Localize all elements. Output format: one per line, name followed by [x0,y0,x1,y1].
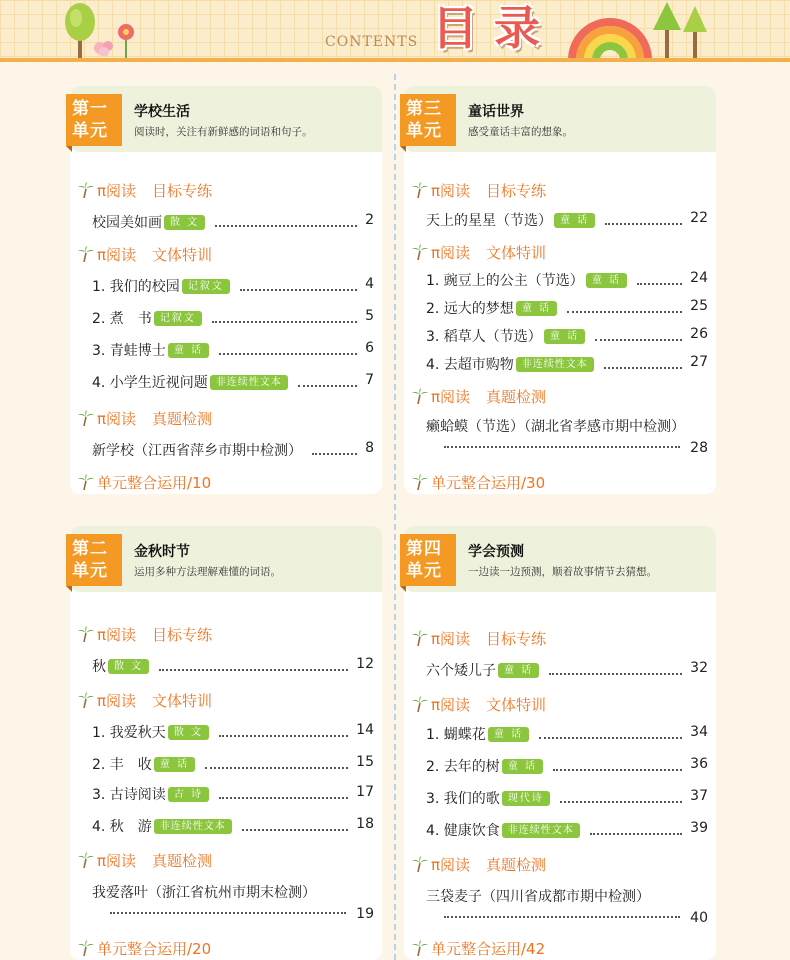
dot-leader [637,265,682,285]
flower-icon [88,22,148,58]
palm-tree-icon [78,626,94,642]
toc-entry[interactable] [92,308,374,328]
entry-page: 6 [365,340,374,356]
entry-title: 2. 煮 书 [92,311,152,327]
section-label: 阅读 [106,852,137,870]
section-prefix: π [97,246,107,264]
entry-title: 4. 去超市购物 [426,357,514,373]
entry-page: 17 [356,784,374,800]
dot-leader [159,651,348,671]
genre-badge: 非连续性文本 [154,819,232,834]
entry-title: 2. 去年的树 [426,759,500,775]
entry-title-wrap [92,340,209,360]
section-prefix: π [431,244,441,262]
entry-title: 1. 我爱秋天 [92,725,166,741]
section-label: 阅读 [106,246,137,264]
palm-tree-icon [412,940,428,956]
entry-title: 秋 [92,659,106,675]
unit-tag-label: 单元 [72,561,108,581]
entry-title-wrap [426,724,529,744]
unit-subtitle: 一边读一边预测，顺着故事情节去猜想。 [468,566,657,578]
entry-title-wrap [426,326,585,346]
section-heading[interactable] [78,408,212,429]
section-prefix: π [97,182,107,200]
entry-page: 8 [365,440,374,456]
entry-title: 3. 古诗阅读 [92,787,166,803]
entry-title: 2. 丰 收 [92,757,152,773]
unit-title: 金秋时节 [134,544,190,560]
entry-title: 3. 稻草人（节选） [426,329,542,345]
section-heading[interactable] [412,242,546,263]
palm-tree-icon [412,182,428,198]
section-label: 阅读 [106,626,137,644]
toc-entry[interactable] [92,816,374,836]
title-char-1: 目 [432,1,478,55]
dot-leader [567,293,682,313]
toc-entry[interactable] [92,440,374,460]
unit-panel-2 [70,526,382,960]
unit-tag-label: 单元 [72,121,108,141]
toc-entry[interactable] [92,372,374,392]
unit-title: 学校生活 [134,104,190,120]
entry-page: 15 [356,754,374,770]
toc-entry[interactable] [92,212,374,232]
summary-label: 单元整合运用/20 [97,940,212,958]
toc-entry[interactable] [426,660,708,680]
toc-entry[interactable] [92,656,374,676]
dot-leader [219,335,357,355]
unit-tag [400,94,456,146]
entry-title-wrap [426,660,539,680]
unit-tag-number: 第一 [72,99,108,119]
section-heading[interactable] [78,624,212,645]
summary-label: 单元整合运用/10 [97,474,212,492]
entry-page: 28 [690,440,708,456]
section-label: 阅读 [440,244,471,262]
entry-page: 36 [690,756,708,772]
dot-leader [240,271,357,291]
toc-entry[interactable] [426,210,708,230]
entry-page: 18 [356,816,374,832]
entry-title: 六个矮儿子 [426,663,496,679]
entry-title-wrap [92,372,288,392]
section-label: 阅读 [440,388,471,406]
entry-title-wrap [92,754,195,774]
section-label: 阅读 [440,696,471,714]
unit-tag-label: 单元 [406,121,442,141]
section-name: 文体特训 [486,696,547,714]
entry-title: 1. 豌豆上的公主（节选） [426,273,584,289]
entry-title: 我爱落叶（浙江省杭州市期末检测） [92,885,316,901]
toc-entry[interactable] [426,886,708,906]
section-name: 文体特训 [486,244,547,262]
entry-page: 2 [365,212,374,228]
entry-title-wrap [92,276,230,296]
entry-page: 4 [365,276,374,292]
genre-badge: 记叙文 [182,279,230,294]
tree-icon [650,0,684,58]
toc-entry[interactable] [426,820,708,840]
palm-tree-icon [412,856,428,872]
genre-badge: 童 话 [168,343,209,358]
entry-title-wrap [92,722,209,742]
dot-leader [242,811,348,831]
unit-summary-link[interactable] [78,472,211,493]
toc-entry[interactable] [426,326,708,346]
toc-entry[interactable] [426,270,708,290]
toc-entry[interactable] [92,754,374,774]
entry-title-wrap [426,788,550,808]
unit-tag [400,534,456,586]
entry-title: 4. 小学生近视问题 [92,375,208,391]
dot-leader [549,655,682,675]
entry-title: 1. 蝴蝶花 [426,727,486,743]
section-heading[interactable] [412,854,546,875]
entry-title-wrap [426,820,580,840]
toc-entry[interactable] [426,416,708,436]
entry-page: 32 [690,660,708,676]
dot-leader [219,779,348,799]
toc-entry[interactable] [92,340,374,360]
palm-tree-icon [412,388,428,404]
toc-entry[interactable] [92,784,374,804]
entry-title: 1. 我们的校园 [92,279,180,295]
entry-title-wrap [92,784,209,804]
entry-title: 3. 我们的歌 [426,791,500,807]
palm-tree-icon [78,182,94,198]
unit-subtitle: 运用多种方法理解难懂的词语。 [134,566,281,578]
entry-title-wrap [426,298,557,318]
section-prefix: π [97,410,107,428]
section-heading[interactable] [412,180,546,201]
entry-page: 7 [365,372,374,388]
entry-page: 37 [690,788,708,804]
entry-title: 校园美如画 [92,215,162,231]
section-name: 真题检测 [486,856,547,874]
entry-title-wrap [426,354,594,374]
genre-badge: 记叙文 [154,311,202,326]
dot-leader [590,815,682,835]
section-prefix: π [431,630,441,648]
contents-label: CONTENTS [325,34,419,50]
summary-label: 单元整合运用/42 [431,940,546,958]
genre-badge: 散 文 [164,215,205,230]
section-label: 阅读 [440,182,471,200]
unit-panel-1 [70,86,382,494]
unit-subtitle: 阅读时，关注有新鲜感的词语和句子。 [134,126,313,138]
section-prefix: π [431,856,441,874]
entry-title-wrap [426,756,543,776]
genre-badge: 现代诗 [502,791,550,806]
header-banner [0,0,790,62]
entry-page: 34 [690,724,708,740]
toc-entry[interactable] [426,354,708,374]
entry-title-wrap [92,816,232,836]
toc-entry[interactable] [426,788,708,808]
genre-badge: 童 话 [154,757,195,772]
genre-badge: 古 诗 [168,787,209,802]
palm-tree-icon [78,410,94,426]
palm-tree-icon [78,474,94,490]
genre-badge: 童 话 [516,301,557,316]
genre-badge: 非连续性文本 [210,375,288,390]
unit-summary-link[interactable] [78,938,211,959]
section-label: 阅读 [440,856,471,874]
entry-page: 22 [690,210,708,226]
entry-title-wrap [92,440,302,460]
unit-tag [66,534,122,586]
section-prefix: π [97,692,107,710]
palm-tree-icon [78,692,94,708]
section-name: 真题检测 [486,388,547,406]
toc-entry[interactable] [92,882,374,902]
dot-leader [312,435,357,455]
entry-page: 25 [690,298,708,314]
dot-leader [539,719,682,739]
unit-tag-label: 单元 [406,561,442,581]
genre-badge: 童 话 [544,329,585,344]
section-prefix: π [97,626,107,644]
entry-title-wrap [426,210,595,230]
unit-tag-number: 第四 [406,539,442,559]
dot-leader [444,446,680,448]
section-heading[interactable] [78,690,212,711]
entry-page: 24 [690,270,708,286]
dot-leader [444,916,680,918]
section-name: 文体特训 [152,246,213,264]
entry-title: 4. 秋 游 [92,819,152,835]
section-label: 阅读 [440,630,471,648]
dot-leader [205,749,348,769]
palm-tree-icon [412,474,428,490]
palm-tree-icon [78,852,94,868]
section-prefix: π [97,852,107,870]
genre-badge: 童 话 [498,663,539,678]
genre-badge: 非连续性文本 [502,823,580,838]
entry-title-wrap [92,212,205,232]
genre-badge: 非连续性文本 [516,357,594,372]
unit-tag-number: 第三 [406,99,442,119]
unit-title: 童话世界 [468,104,524,120]
dot-leader [110,912,346,914]
header-underline [0,58,790,62]
section-name: 文体特训 [152,692,213,710]
unit-tag [66,94,122,146]
genre-badge: 童 话 [502,759,543,774]
section-heading[interactable] [412,694,546,715]
genre-badge: 童 话 [488,727,529,742]
entry-title: 2. 远大的梦想 [426,301,514,317]
entry-title: 癞蛤蟆（节选）（湖北省孝感市期中检测） [426,419,685,435]
unit-summary-link[interactable] [412,472,545,493]
palm-tree-icon [412,244,428,260]
tree-icon [680,4,710,58]
dot-leader [605,205,682,225]
section-label: 阅读 [106,692,137,710]
dot-leader [219,717,348,737]
section-heading[interactable] [78,850,212,871]
palm-tree-icon [78,246,94,262]
entry-page: 39 [690,820,708,836]
entry-title-wrap [426,270,627,290]
unit-tag-number: 第二 [72,539,108,559]
entry-title: 3. 青蛙博士 [92,343,166,359]
section-prefix: π [431,388,441,406]
palm-tree-icon [412,696,428,712]
genre-badge: 童 话 [554,213,595,228]
section-prefix: π [431,696,441,714]
entry-page: 14 [356,722,374,738]
unit-title: 学会预测 [468,544,524,560]
toc-entry[interactable] [92,722,374,742]
palm-tree-icon [412,630,428,646]
summary-label: 单元整合运用/30 [431,474,546,492]
section-heading[interactable] [78,244,212,265]
dot-leader [215,207,357,227]
dot-leader [604,349,682,369]
section-name: 真题检测 [152,852,213,870]
unit-panel-3 [404,86,716,494]
section-name: 目标专练 [486,182,547,200]
genre-badge: 散 文 [168,725,209,740]
title-char-2: 录 [494,1,540,55]
entry-page: 5 [365,308,374,324]
section-prefix: π [431,182,441,200]
entry-title: 三袋麦子（四川省成都市期中检测） [426,889,650,905]
entry-title: 天上的星星（节选） [426,213,552,229]
section-name: 目标专练 [152,182,213,200]
entry-title: 新学校（江西省萍乡市期中检测） [92,443,302,459]
entry-page: 26 [690,326,708,342]
page-title [424,2,558,54]
dot-leader [298,367,357,387]
entry-page: 40 [690,910,708,926]
section-heading[interactable] [78,180,212,201]
section-name: 目标专练 [152,626,213,644]
entry-page: 27 [690,354,708,370]
entry-page: 19 [356,906,374,922]
genre-badge: 童 话 [586,273,627,288]
section-name: 真题检测 [152,410,213,428]
unit-subtitle: 感受童话丰富的想象。 [468,126,573,138]
dot-leader [212,303,357,323]
section-label: 阅读 [106,410,137,428]
palm-tree-icon [78,940,94,956]
dot-leader [553,751,682,771]
toc-entry[interactable] [92,276,374,296]
section-name: 目标专练 [486,630,547,648]
section-heading[interactable] [412,628,546,649]
unit-summary-link[interactable] [412,938,545,959]
rainbow-icon [568,10,652,60]
toc-entry[interactable] [426,756,708,776]
section-heading[interactable] [412,386,546,407]
toc-entry[interactable] [426,724,708,744]
unit-panel-4 [404,526,716,960]
entry-title: 4. 健康饮食 [426,823,500,839]
entry-page: 12 [356,656,374,672]
toc-entry[interactable] [426,298,708,318]
dot-leader [595,321,682,341]
column-divider [394,74,396,960]
genre-badge: 散 文 [108,659,149,674]
dot-leader [560,783,682,803]
entry-title-wrap [92,308,202,328]
section-label: 阅读 [106,182,137,200]
entry-title-wrap [92,656,149,676]
